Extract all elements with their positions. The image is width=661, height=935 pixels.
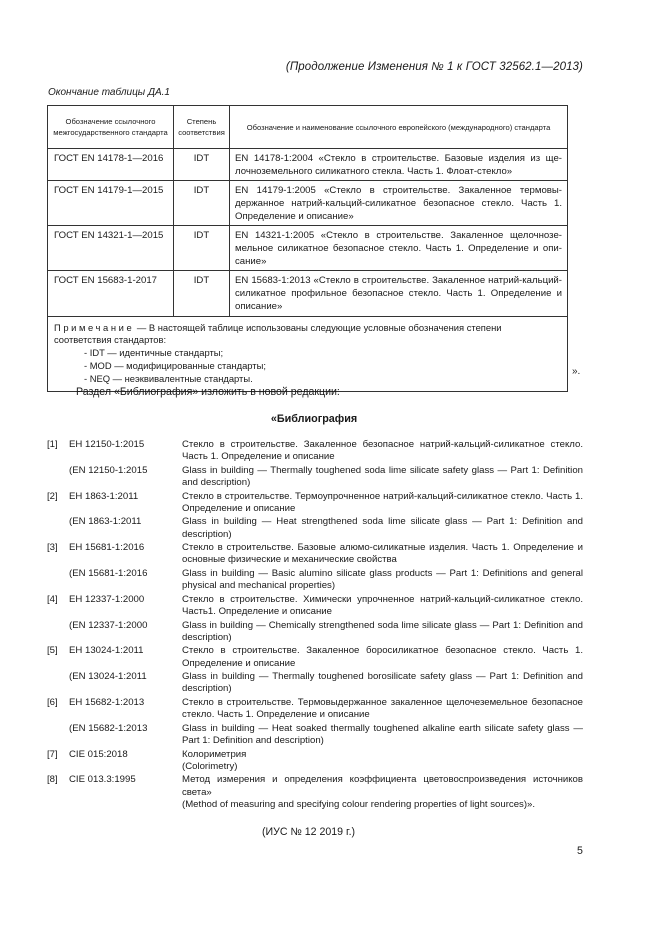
bib-code: (EN 13024-1:2011 <box>69 671 147 683</box>
bib-number <box>47 723 69 747</box>
bib-description: Стекло в строительстве. Закаленное боросиликатное безопасное стекло. Часть 1. Определение и описание <box>182 645 583 669</box>
intro-sentence: Раздел «Библиография» изложить в новой редакции: <box>76 386 340 398</box>
bib-description: Стекло в строительстве. Базовые алюмо-силикатные изделия. Часть 1. Определение и основные физические и механические свойства <box>182 542 583 566</box>
bib-number: [6] <box>47 696 58 708</box>
table-row <box>48 226 568 271</box>
bib-description: Glass in building — Thermally toughened soda lime silicate safety glass — Part 1: Definition and description) <box>182 464 583 488</box>
bib-number <box>47 568 69 592</box>
bib-description: Glass in building — Thermally toughened borosilicate safety glass — Part 1: Definition and description) <box>182 671 583 695</box>
bib-code: CIE 013.3:1995 <box>69 774 136 786</box>
col-header-european-standard: Обозначение и наименование ссылочного европейского (международного) стандарта <box>230 106 568 149</box>
bib-description: Колориметрия <box>182 748 247 760</box>
bib-code: (EN 12150-1:2015 <box>69 464 148 476</box>
bib-entry <box>47 491 583 515</box>
table-cell-conformity: IDT <box>174 271 230 316</box>
bib-number: [2] <box>47 490 58 502</box>
bib-number: [4] <box>47 593 58 605</box>
bib-description: Glass in building — Chemically strengthened soda lime silicate glass — Part 1: Definition and description) <box>182 619 583 643</box>
bib-description: Стекло в строительстве. Химически упрочненное натрий-кальций-силикатное стекло. Часть1. Определение и описание <box>182 593 583 617</box>
bib-entry-translation <box>47 516 583 540</box>
bib-number <box>47 799 69 811</box>
bib-code: (EN 15682-1:2013 <box>69 722 148 734</box>
bib-entry-translation <box>47 723 583 747</box>
bib-description: Метод измерения и определения коэффициента цветовоспроизведения источников света» <box>182 774 583 798</box>
bib-entry <box>47 645 583 669</box>
bib-description: Стекло в строительстве. Термовыдержанное закаленное щелочеземельное безопасное стекло. Часть 1. Определение и описание <box>182 696 583 721</box>
col-header-interstate-standard: Обозначение ссылочного межгосударственного стандарта <box>48 106 174 149</box>
bib-description: Glass in building — Heat strengthened soda lime silicate glass — Part 1: Definition and description) <box>182 516 583 540</box>
table-cell-conformity: IDT <box>174 226 230 271</box>
bibliography-title: «Библиография <box>270 413 358 425</box>
note-item-mod: - MOD — модифицированные стандарты; <box>84 360 266 372</box>
bib-entry <box>47 774 583 798</box>
bibliography-list <box>47 439 583 811</box>
note-item-idt: - IDT — идентичные стандарты; <box>84 347 224 359</box>
bib-description: Стекло в строительстве. Закаленное безопасное натрий-кальций-силикатное стекло. Часть 1. Определение и описание <box>182 439 583 463</box>
bib-description: (Colorimetry) <box>182 760 238 772</box>
bib-code: CIE 015:2018 <box>69 748 128 760</box>
bib-description: Стекло в строительстве. Термоупрочненное натрий-кальций-силикатное стекло. Часть 1. Определение и описание <box>182 490 583 514</box>
table-caption: Окончание таблицы ДА.1 <box>48 87 170 98</box>
bib-number: [5] <box>47 645 58 657</box>
bib-entry <box>47 697 583 721</box>
bib-number <box>47 761 69 773</box>
table-cell-conformity: IDT <box>174 149 230 181</box>
table-header-row <box>48 106 568 149</box>
bib-description: Glass in building — Heat soaked thermally toughened alkaline earth silicate safety glass — Part 1: Definition and description) <box>182 722 583 746</box>
table-cell-european-standard: EN 14178-1:2004 «Стекло в строительстве. Базовые изделия из щелочноземельного силикатного стекла. Часть 1. Флоат-стекло» <box>230 149 568 181</box>
bib-number <box>47 671 69 695</box>
col-header-conformity-degree: Степень соответствия <box>174 106 230 149</box>
bib-code: (EN 1863-1:2011 <box>69 516 142 528</box>
bib-entry-translation <box>47 799 583 811</box>
bib-code: EH 12337-1:2000 <box>69 593 145 605</box>
bib-entry <box>47 542 583 566</box>
bib-number: [8] <box>47 774 58 786</box>
note-text: — В настоящей таблице использованы следующие условные обозначения степени соответствия стандартов: <box>54 321 502 346</box>
page-header: (Продолжение Изменения № 1 к ГОСТ 32562.1—2013) <box>285 61 583 73</box>
bib-code <box>69 799 182 811</box>
note-paragraph <box>54 322 561 348</box>
table-row <box>48 181 568 226</box>
bib-number <box>47 465 69 489</box>
bib-code: EH 15681-1:2016 <box>69 542 145 554</box>
ius-reference: (ИУС № 12 2019 г.) <box>262 826 356 838</box>
bib-code: (EN 15681-1:2016 <box>69 567 148 579</box>
bib-number <box>47 516 69 540</box>
bib-code: EH 13024-1:2011 <box>69 645 144 657</box>
bib-description: (Method of measuring and specifying colour rendering properties of light sources)». <box>182 798 536 810</box>
table-note <box>48 316 568 392</box>
bib-number <box>47 620 69 644</box>
bib-number: [3] <box>47 542 58 554</box>
bib-number: [7] <box>47 748 58 760</box>
table-row <box>48 271 568 316</box>
bib-description: Glass in building — Basic alumino silicate glass products — Part 1: Definitions and general physical and mechanical properties) <box>182 567 583 592</box>
table-cell-conformity: IDT <box>174 181 230 226</box>
bib-entry-translation <box>47 568 583 592</box>
table-cell-european-standard: EN 14321-1:2005 «Стекло в строительстве. Закаленное щелочноземельное силикатное безопасное стекло. Часть 1. Определение и описание» <box>230 226 568 271</box>
table-cell-standard: ГОСТ EN 14178-1—2016 <box>48 149 174 181</box>
table-cell-standard: ГОСТ EN 15683-1-2017 <box>48 271 174 316</box>
bib-entry-translation <box>47 671 583 695</box>
table-closing-quote: ». <box>572 366 581 377</box>
bib-code: EH 15682-1:2013 <box>69 696 145 708</box>
note-heading: Примечание <box>54 321 135 333</box>
bib-entry-translation <box>47 620 583 644</box>
table-cell-standard: ГОСТ EN 14321-1—2015 <box>48 226 174 271</box>
reference-table <box>47 105 568 392</box>
table-note-row <box>48 316 568 392</box>
bib-entry <box>47 749 583 761</box>
bib-number: [1] <box>47 439 58 450</box>
table-cell-european-standard: EN 14179-1:2005 «Стекло в строительстве. Закаленное термовыдержанное натрий-кальций-силикатное безопасное стекло. Часть 1. Определение и описание» <box>230 181 568 226</box>
bib-entry-translation <box>47 761 583 773</box>
bib-code <box>69 761 182 773</box>
bib-code: EH 1863-1:2011 <box>69 490 139 502</box>
bib-entry-translation <box>47 465 583 489</box>
page-number: 5 <box>577 845 583 857</box>
note-item-neq: - NEQ — неэквивалентные стандарты. <box>84 373 253 385</box>
table-cell-european-standard: EN 15683-1:2013 «Стекло в строительстве. Закаленное натрий-кальций-силикатное профильное безопасное стекло. Часть 1. Определение и описание» <box>230 271 568 316</box>
bib-code: (EN 12337-1:2000 <box>69 619 148 631</box>
bib-code: EH 12150-1:2015 <box>69 439 145 450</box>
table-row <box>48 149 568 181</box>
table-cell-standard: ГОСТ EN 14179-1—2015 <box>48 181 174 226</box>
bib-entry <box>47 594 583 618</box>
bib-entry <box>47 439 583 463</box>
